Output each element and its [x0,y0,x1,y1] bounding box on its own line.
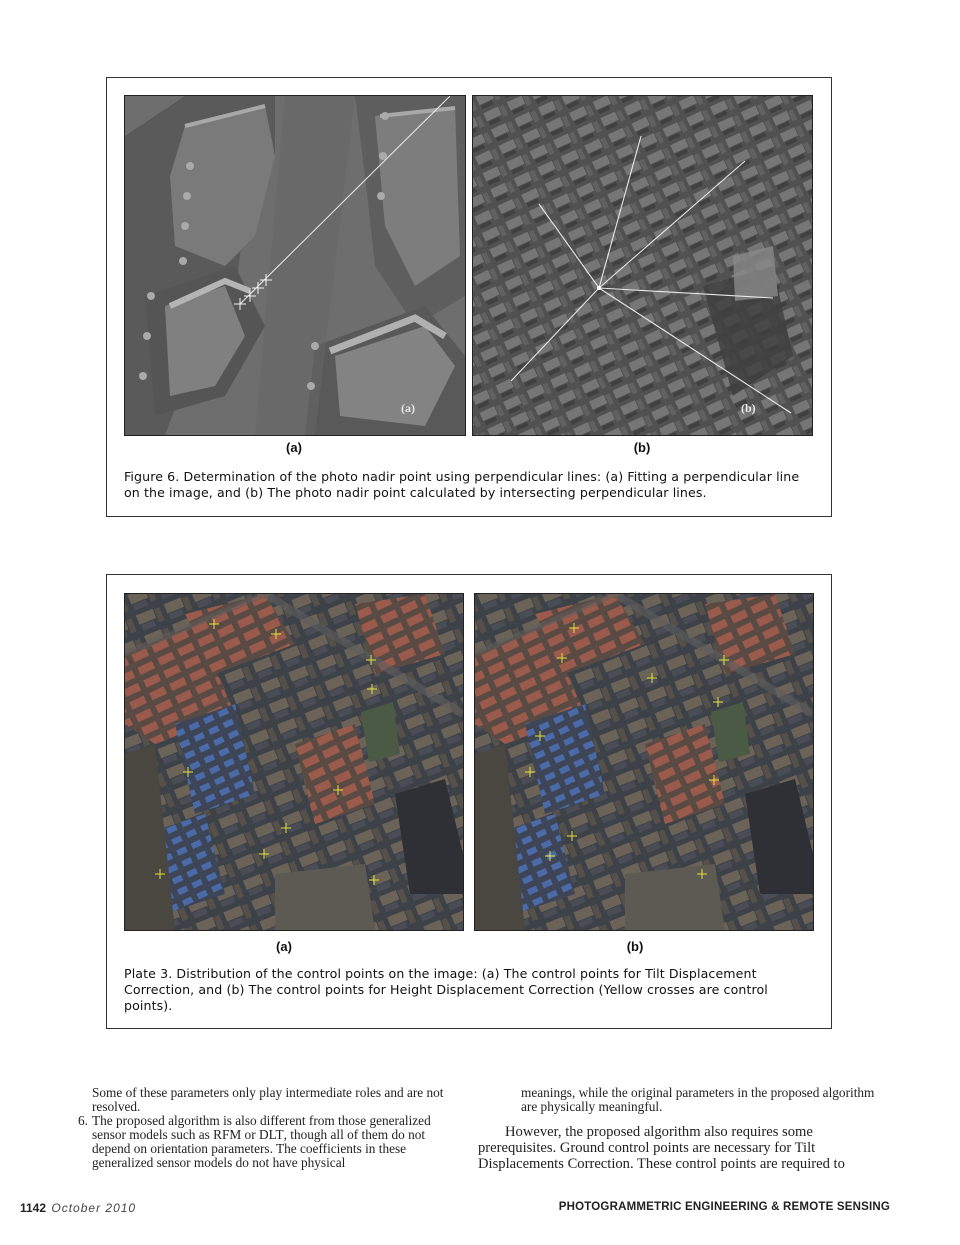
dlt-term: DLT [258,1127,284,1142]
left-continuation: Some of these parameters only play intermediate roles and are not resolved. [92,1085,444,1114]
list-item-6-number: 6. [78,1113,88,1128]
figure-6-caption: Figure 6. Determination of the photo nadir point using perpendicular lines: (a) Fitting a perpendicular line on the image, and (b) The photo nadir point calculated by intersecting perpendicular lines. [124,469,800,500]
list-item-6-text-a: The proposed algorithm is also different from those generalized sensor models such as [92,1113,431,1142]
page-footer-left [20,1201,136,1215]
rfm-term: RFM [213,1127,242,1142]
figure-6a-image [124,95,466,436]
left-column [78,1086,462,1170]
right-column [478,1086,890,1172]
list-item-6-text-b: , though all of them do not depend on orientation parameters. The coefficients in these generalized sensor models do not have physical [92,1127,426,1170]
figure-6b-panel-label: (b) [633,440,651,455]
right-paragraph: However, the proposed algorithm also requires some prerequisites. Ground control points are necessary for Tilt Displacements Correction. These control points are required to [478,1124,845,1172]
page-number: 1142 [20,1201,47,1215]
right-continuation: meanings, while the original parameters in the proposed algorithm are physically meaningful. [521,1085,875,1114]
figure-6b-image [472,95,813,436]
issue-date: October 2010 [51,1201,137,1215]
plate-3-caption: Plate 3. Distribution of the control points on the image: (a) The control points for Tilt Displacement Correction, and (b) The control points for Height Displacement Correction (Yellow crosses are control points). [124,966,768,1013]
figure-6b-inset-label: (b) [741,401,756,415]
list-item-6 [78,1114,462,1170]
plate-3b-panel-label: (b) [626,939,644,954]
or-text: or [241,1127,259,1142]
plate-3b-image [474,593,814,931]
journal-name: PHOTOGRAMMETRIC ENGINEERING & REMOTE SENSING [558,1201,890,1213]
plate-3a-panel-label: (a) [276,939,292,954]
plate-3a-image [124,593,464,931]
figure-6a-panel-label: (a) [286,440,302,455]
figure-6a-inset-label: (a) [401,401,415,415]
